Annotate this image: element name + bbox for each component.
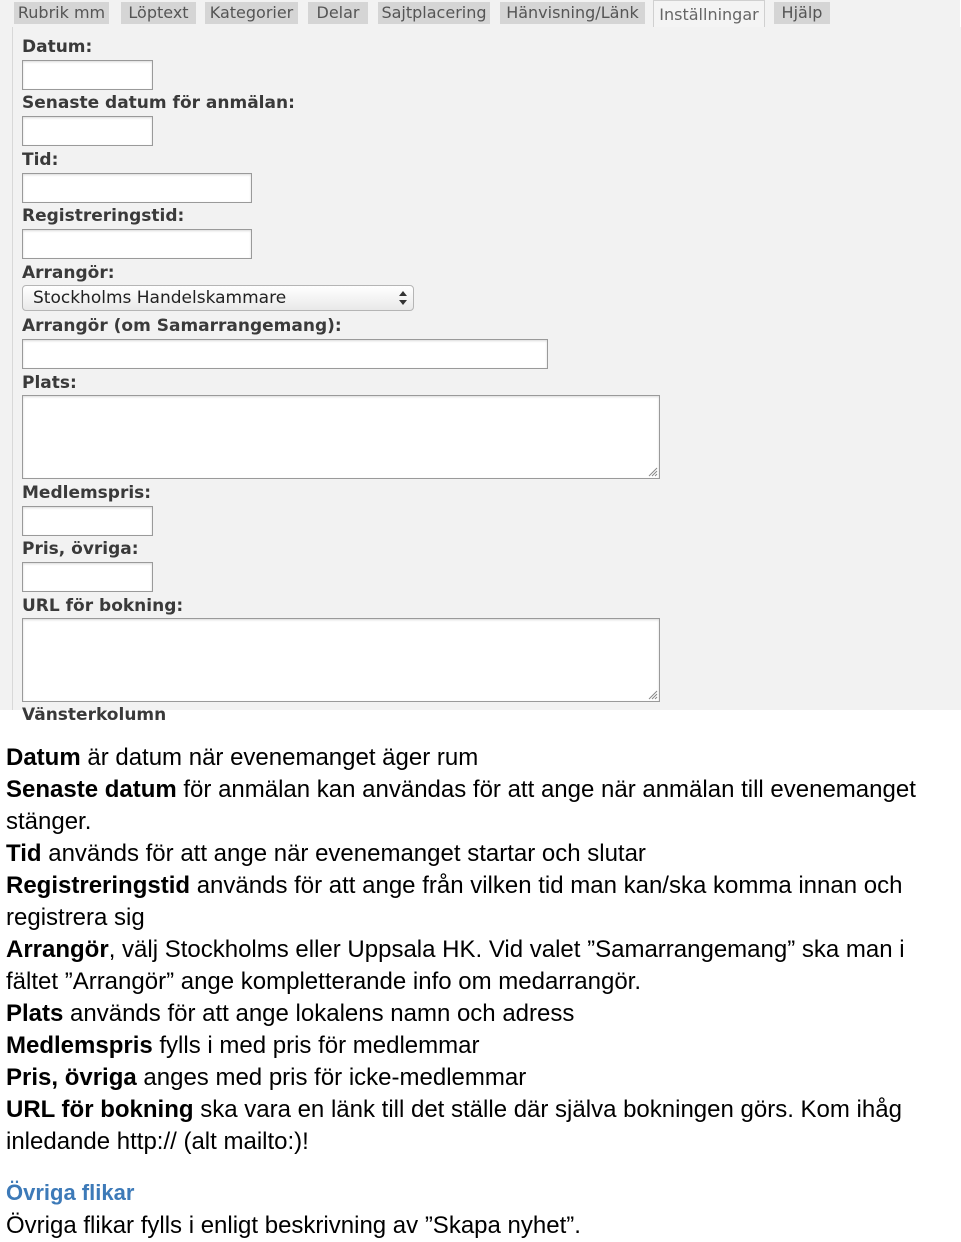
term-datum: Datum: [6, 744, 81, 771]
term-url: URL för bokning: [6, 1096, 194, 1123]
term-tid: Tid: [6, 840, 42, 867]
term-pris: Pris, övriga: [6, 1064, 137, 1091]
doc-senaste: [6, 774, 956, 838]
tab-hjalp[interactable]: Hjälp: [774, 2, 830, 24]
select-updown-icon: [399, 291, 407, 305]
cut-off-label: [22, 700, 167, 725]
tab-hanvisning[interactable]: Hänvisning/Länk: [500, 2, 645, 24]
arrangor-label: Arrangör:: [22, 263, 115, 283]
section-heading: Övriga flikar: [6, 1180, 135, 1205]
samarrangemang-label: Arrangör (om Samarrangemang):: [22, 316, 342, 336]
doc-plats: [6, 998, 956, 1030]
cut-off-label-text: Vänsterkolumn: [22, 705, 167, 725]
resize-grip-icon[interactable]: [647, 466, 658, 477]
pris-ovriga-label: Pris, övriga:: [22, 539, 139, 559]
datum-label: Datum:: [22, 37, 93, 57]
desc-medlem: fylls i med pris för medlemmar: [152, 1032, 480, 1059]
desc-pris: anges med pris för icke-medlemmar: [136, 1064, 527, 1091]
medlemspris-field[interactable]: [22, 506, 153, 536]
doc-url: [6, 1094, 956, 1158]
plats-textarea[interactable]: [22, 395, 660, 479]
term-plats: Plats: [6, 1000, 64, 1027]
tab-sajtplacering[interactable]: Sajtplacering: [378, 2, 490, 24]
tab-bar: [0, 0, 960, 27]
desc-plats: används för att ange lokalens namn och adress: [63, 1000, 575, 1027]
senaste-datum-field[interactable]: [22, 116, 153, 146]
tab-rubrik[interactable]: Rubrik mm: [14, 2, 109, 24]
medlemspris-label: Medlemspris:: [22, 483, 152, 503]
registreringstid-field[interactable]: [22, 229, 252, 259]
doc-reg: [6, 870, 956, 934]
plats-label: Plats:: [22, 373, 77, 393]
term-reg: Registreringstid: [6, 872, 191, 899]
term-senaste: Senaste datum: [6, 776, 177, 803]
term-arr: Arrangör: [6, 936, 109, 963]
closing-sentence: Övriga flikar fylls i enligt beskrivning av ”Skapa nyhet”.: [6, 1212, 581, 1239]
tab-delar[interactable]: Delar: [308, 2, 368, 24]
doc-arr: [6, 934, 956, 998]
doc-medlem: [6, 1030, 956, 1062]
term-medlem: Medlemspris: [6, 1032, 153, 1059]
url-textarea[interactable]: [22, 618, 660, 702]
desc-senaste: för anmälan kan användas för att ange när anmälan till evenemanget stänger.: [6, 776, 916, 835]
pris-ovriga-field[interactable]: [22, 562, 153, 592]
doc-datum: [6, 742, 956, 774]
doc-tid: [6, 838, 956, 870]
tab-loptext[interactable]: Löptext: [121, 2, 196, 24]
desc-tid: används för att ange när evenemanget startar och slutar: [41, 840, 646, 867]
desc-reg: används för att ange från vilken tid man kan/ska komma innan och registrera sig: [6, 872, 903, 931]
desc-arr: , välj Stockholms eller Uppsala HK. Vid valet ”Samarrangemang” ska man i fältet ”Arrangör” ange kompletterande info om medarrangör.: [6, 936, 905, 995]
resize-grip-icon[interactable]: [647, 689, 658, 700]
document-body: [6, 742, 956, 1158]
tab-kategorier[interactable]: Kategorier: [205, 2, 298, 24]
senaste-datum-label: Senaste datum för anmälan:: [22, 93, 295, 113]
samarrangemang-field[interactable]: [22, 339, 548, 369]
doc-pris: [6, 1062, 956, 1094]
arrangor-select-value: Stockholms Handelskammare: [33, 288, 287, 308]
url-label: URL för bokning:: [22, 596, 184, 616]
registreringstid-label: Registreringstid:: [22, 206, 185, 226]
tab-installningar[interactable]: Inställningar: [653, 0, 765, 27]
desc-datum: är datum när evenemanget äger rum: [80, 744, 479, 771]
datum-field[interactable]: [22, 60, 153, 90]
tid-label: Tid:: [22, 150, 59, 170]
tid-field[interactable]: [22, 173, 252, 203]
desc-url: ska vara en länk till det ställe där själva bokningen görs. Kom ihåg inledande http:// (alt mailto:)!: [6, 1096, 902, 1155]
arrangor-select[interactable]: [22, 285, 414, 311]
